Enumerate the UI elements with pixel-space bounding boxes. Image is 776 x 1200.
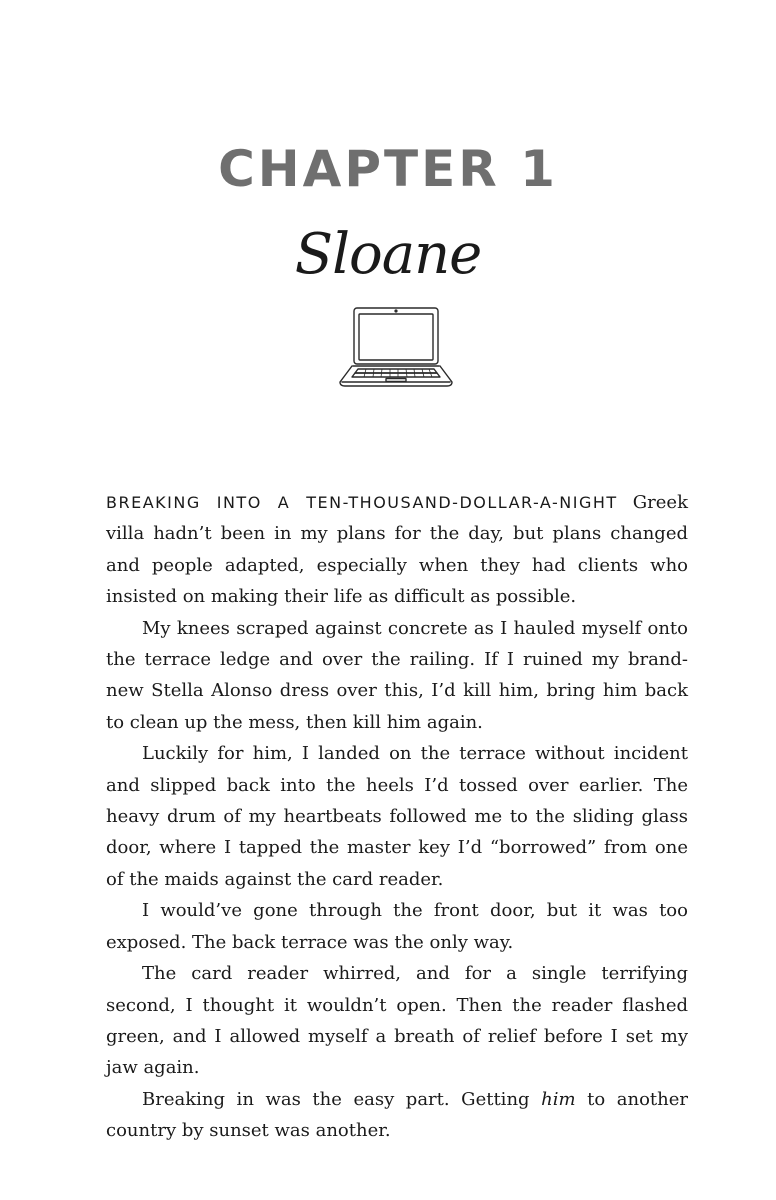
paragraph	[106, 1084, 688, 1147]
pov-character-name: Sloane	[294, 222, 482, 287]
laptop-icon	[336, 304, 456, 390]
paragraph: Luckily for him, I landed on the terrace without incident and slipped back into the heels I’d tossed over earlier. The heavy drum of my heartbeats followed me to the sliding glass door, where I tapped the master key I’d “borrowed” from one of the maids against the card reader.	[106, 743, 688, 890]
paragraph-text: to another country by sunset was another.	[106, 1088, 688, 1142]
paragraph	[106, 487, 688, 613]
chapter-body	[106, 487, 688, 1147]
paragraph-emphasis: him	[541, 1088, 576, 1110]
chapter-title: CHAPTER 1	[218, 140, 558, 198]
paragraph: My knees scraped against concrete as I hauled myself onto the terrace ledge and over the railing. If I ruined my brand-new Stella Alonso dress over this, I’d kill him, bring him back to clean up the mess, then kill him again.	[106, 617, 688, 733]
paragraph-text: Greek villa hadn’t been in my plans for the day, but plans changed and people adapted, especially when they had clients who insisted on making their life as difficult as possible.	[106, 492, 688, 608]
paragraph: The card reader whirred, and for a single terrifying second, I thought it wouldn’t open. Then the reader flashed green, and I allowed myself a breath of relief before I set my jaw again.	[106, 963, 688, 1079]
paragraph: I would’ve gone through the front door, but it was too exposed. The back terrace was the only way.	[106, 900, 688, 953]
paragraph-lead-in: BREAKING INTO A TEN-THOUSAND-DOLLAR-A-NIGHT	[106, 493, 618, 512]
paragraph-text: Breaking in was the easy part. Getting	[142, 1088, 542, 1110]
